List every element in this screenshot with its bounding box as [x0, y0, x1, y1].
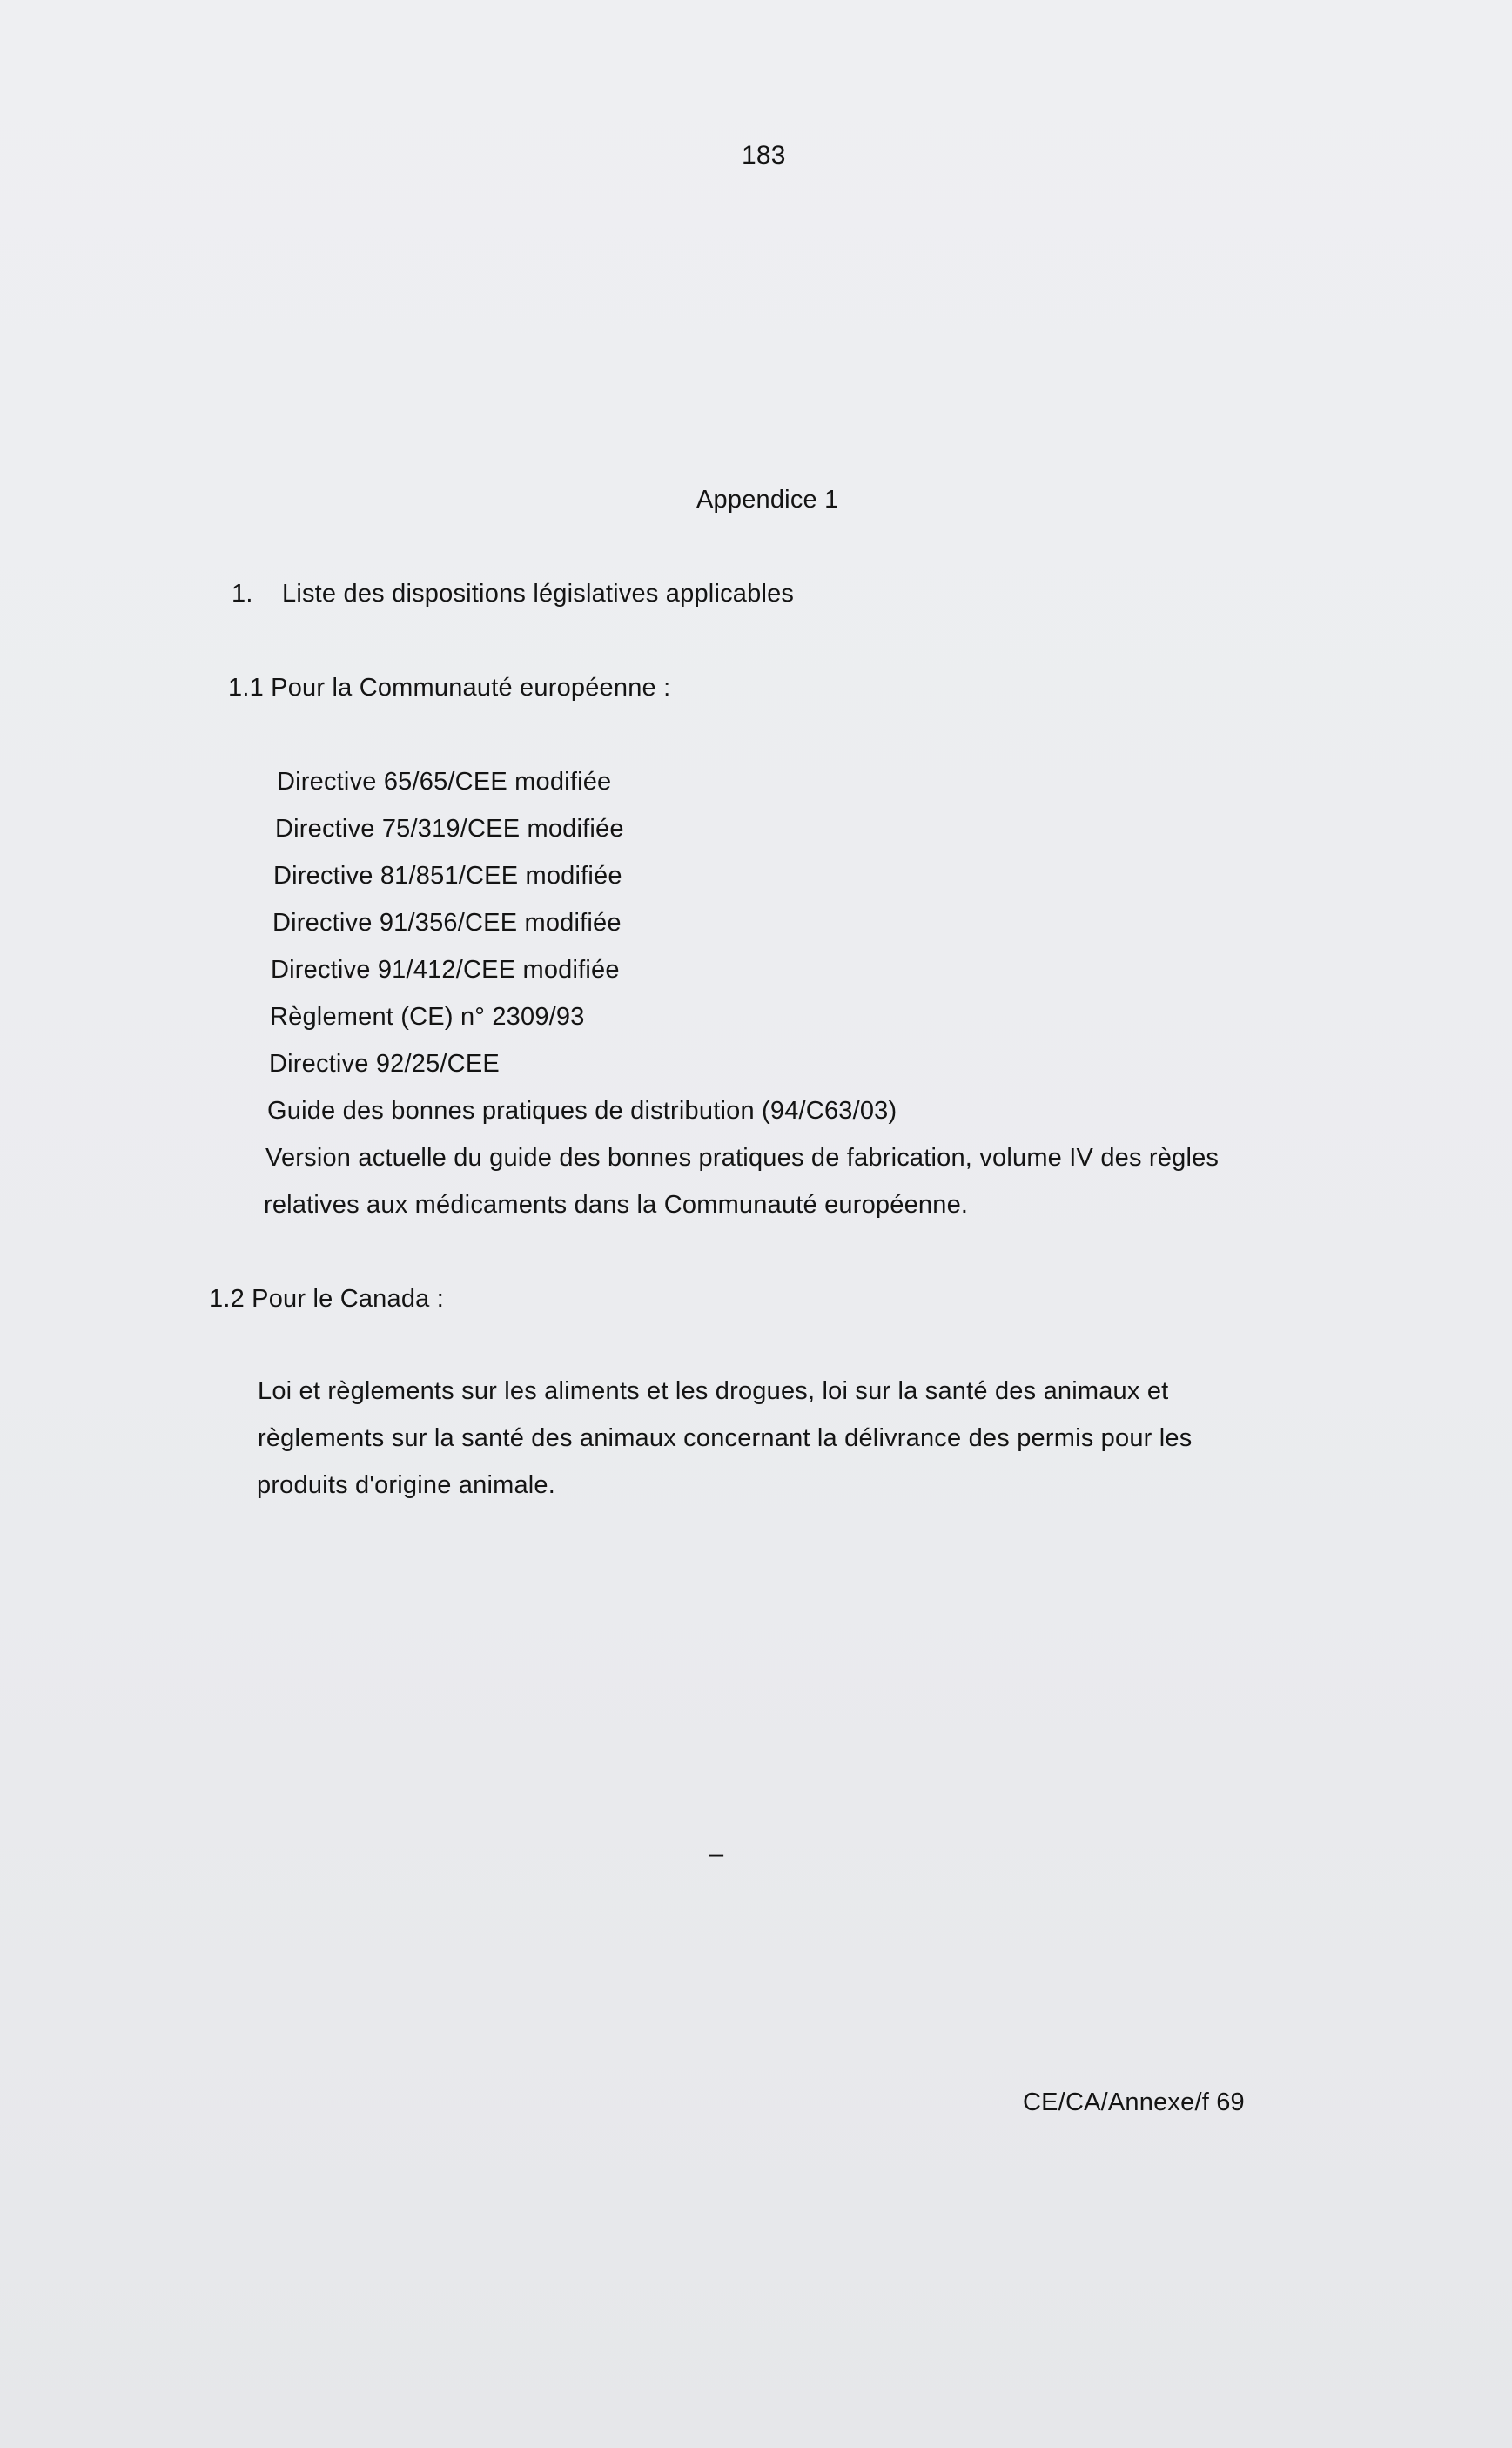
page-dash: –	[709, 1840, 724, 1868]
section-1-number: 1.	[232, 580, 253, 608]
page-number: 183	[742, 141, 786, 170]
appendix-title: Appendice 1	[696, 486, 839, 514]
list-item: Directive 81/851/CEE modifiée	[273, 862, 622, 890]
bleed-through-text	[200, 474, 207, 501]
list-item: Guide des bonnes pratiques de distribution (94/C63/03)	[267, 1097, 897, 1125]
paragraph-line: produits d'origine animale.	[257, 1471, 556, 1499]
section-1-1-heading: 1.1 Pour la Communauté européenne :	[228, 674, 671, 702]
footer-reference: CE/CA/Annexe/f 69	[1023, 2088, 1245, 2116]
list-item: Directive 75/319/CEE modifiée	[275, 815, 624, 843]
list-item: Directive 91/412/CEE modifiée	[271, 956, 620, 984]
list-item: Directive 92/25/CEE	[269, 1050, 500, 1078]
list-item: Règlement (CE) n° 2309/93	[270, 1003, 585, 1031]
list-item: Directive 91/356/CEE modifiée	[272, 909, 622, 937]
list-item: Directive 65/65/CEE modifiée	[277, 768, 612, 796]
list-item: Version actuelle du guide des bonnes pratiques de fabrication, volume IV des règles	[265, 1144, 1220, 1172]
list-item: relatives aux médicaments dans la Communauté européenne.	[264, 1191, 969, 1219]
section-1-2-heading: 1.2 Pour le Canada :	[209, 1285, 445, 1313]
paragraph-line: règlements sur la santé des animaux concernant la délivrance des permis pour les	[258, 1424, 1193, 1452]
section-1-title: Liste des dispositions législatives applicables	[282, 580, 795, 608]
paragraph-line: Loi et règlements sur les aliments et les drogues, loi sur la santé des animaux et	[258, 1377, 1169, 1405]
